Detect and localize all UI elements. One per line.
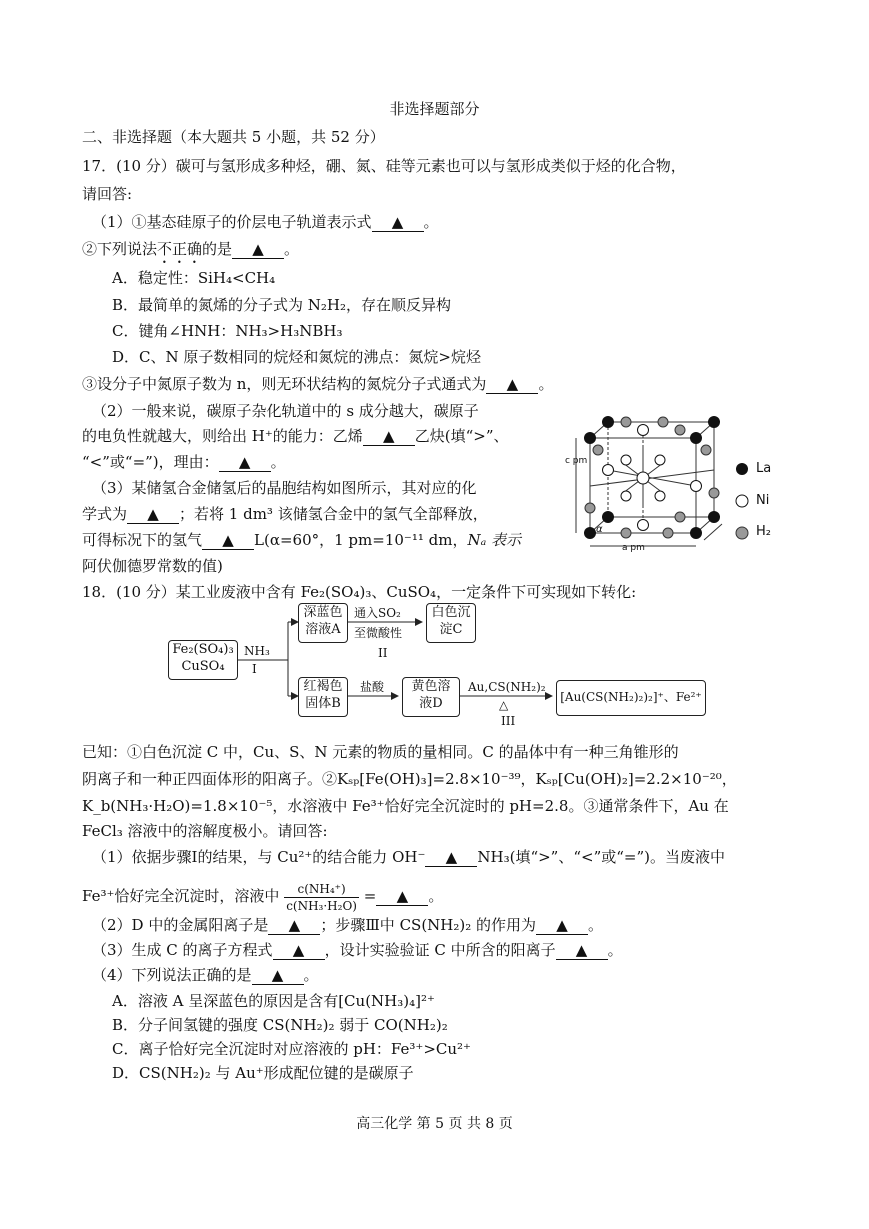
answer-blank: ▲ bbox=[425, 848, 477, 867]
q18-known-line2: 阴离子和一种正四面体形的阳离子。②Kₛₚ[Fe(OH)₃]=2.8×10⁻³⁹，Kₛₚ[Cu(OH)₂]=2.2×10⁻²⁰， bbox=[82, 770, 737, 788]
q18-known-line4: FeCl₃ 溶液中的溶解度极小。请回答: bbox=[82, 822, 328, 840]
q18-intro: 18．(10 分）某工业废液中含有 Fe₂(SO₄)₃、CuSO₄，一定条件下可实现如下转化: bbox=[82, 583, 637, 601]
legend-h2: H₂ bbox=[756, 524, 771, 539]
flow-step2-label: II bbox=[378, 646, 388, 660]
page-footer: 高三化学 第 5 页 共 8 页 bbox=[356, 1116, 513, 1132]
a-dimension-label: a pm bbox=[622, 543, 645, 553]
box-b-line2: 固体B bbox=[305, 696, 341, 711]
section-heading: 非选择题部分 bbox=[389, 100, 480, 118]
q17-part1a-text: （1）①基态硅原子的价层电子轨道表示式 bbox=[92, 213, 372, 231]
q18-part3 bbox=[92, 939, 623, 961]
q17-part1b bbox=[82, 238, 299, 267]
flow-box-a bbox=[298, 603, 348, 643]
q17-option-d: D．C、N 原子数相同的烷烃和氮烷的沸点：氮烷>烷烃 bbox=[112, 348, 481, 366]
alpha-angle-label: α bbox=[596, 524, 603, 535]
flow-heat-label: △ bbox=[499, 698, 509, 712]
q17-part3-line2 bbox=[82, 503, 488, 525]
emphasis-not-correct: 不正确 bbox=[157, 240, 203, 258]
concentration-ratio-fraction bbox=[284, 881, 359, 914]
q18-part4-text: （4）下列说法正确的是 bbox=[92, 966, 252, 984]
answer-blank: ▲ bbox=[127, 505, 179, 524]
q18-part2-text-b: ；步骤Ⅲ中 CS(NH₂)₂ 的作用为 bbox=[320, 916, 537, 934]
crystal-legend-markers bbox=[734, 461, 750, 541]
q17-option-a: A．稳定性：SiH₄<CH₄ bbox=[112, 269, 276, 287]
q18-part1-line2 bbox=[82, 876, 443, 916]
answer-blank: ▲ bbox=[268, 916, 320, 935]
answer-blank: ▲ bbox=[556, 941, 608, 960]
box-a-line2: 溶液A bbox=[305, 622, 341, 637]
q18-part3-text-a: （3）生成 C 的离子方程式 bbox=[92, 941, 273, 959]
box-d-line1: 黄色溶 bbox=[411, 679, 451, 694]
box-c-line2: 淀C bbox=[439, 622, 463, 637]
start-fe2so43: Fe₂(SO₄)₃ bbox=[172, 642, 234, 657]
answer-blank: ▲ bbox=[372, 213, 424, 232]
q18-known-line1: 已知：①白色沉淀 C 中，Cu、S、N 元素的物质的量相同。C 的晶体中有一种三角锥形的 bbox=[82, 743, 679, 761]
q17-part2-text-c: “<”或“=”)，理由： bbox=[82, 453, 219, 471]
box-b-line1: 红褐色 bbox=[303, 679, 343, 694]
period: 。 bbox=[303, 966, 319, 984]
q17-part3-text-d: L(α=60°，1 pm=10⁻¹¹ dm， bbox=[254, 531, 468, 549]
flow-step3-label: III bbox=[501, 714, 516, 728]
answer-blank: ▲ bbox=[486, 375, 538, 394]
q17-part2-text-b: 乙炔(填“>”、 bbox=[414, 427, 509, 445]
na-symbol: Nₐ 表示 bbox=[467, 531, 521, 549]
period: 。 bbox=[428, 887, 444, 905]
period: 。 bbox=[588, 916, 604, 934]
flow-product-box: [Au(CS(NH₂)₂)₂]⁺、Fe²⁺ bbox=[556, 680, 706, 716]
q17-part3-text-c: 可得标况下的氢气 bbox=[82, 531, 203, 549]
flow-box-b bbox=[298, 677, 348, 717]
answer-blank: ▲ bbox=[363, 427, 415, 446]
q18-part1-text-a: （1）依据步骤Ⅰ的结果，与 Cu²⁺的结合能力 OH⁻ bbox=[92, 848, 426, 866]
c-dimension-label: c pm bbox=[565, 456, 588, 466]
fraction-denominator: c(NH₃·H₂O) bbox=[286, 898, 357, 913]
q18-option-c: C．离子恰好完全沉淀时对应溶液的 pH：Fe³⁺>Cu²⁺ bbox=[112, 1040, 471, 1058]
flow-so2-label: 通入SO₂ bbox=[354, 606, 401, 620]
q17-part2-line3 bbox=[82, 451, 286, 473]
q17-part1b-pre: ②下列说法 bbox=[82, 240, 158, 258]
box-d-line2: 液D bbox=[419, 696, 443, 711]
q17-option-c: C．键角∠HNH：NH₃>H₃NBH₃ bbox=[112, 322, 343, 340]
flow-reagent-label: Au,CS(NH₂)₂ bbox=[468, 680, 546, 694]
answer-blank: ▲ bbox=[273, 941, 325, 960]
q18-part1-text-b: NH₃(填“>”、“<”或“=”)。当废液中 bbox=[477, 848, 726, 866]
legend-ni: Ni bbox=[756, 493, 770, 508]
answer-blank: ▲ bbox=[536, 916, 588, 935]
equals-sign: = bbox=[363, 887, 377, 905]
q17-part3-line4: 阿伏伽德罗常数的值) bbox=[82, 557, 223, 575]
box-a-line1: 深蓝色 bbox=[303, 605, 343, 620]
fraction-numerator: c(NH₄⁺) bbox=[284, 881, 359, 898]
q17-part1c bbox=[82, 373, 553, 395]
flow-nh3-label: NH₃ bbox=[244, 644, 270, 658]
q18-part3-text-b: ，设计实验验证 C 中所含的阳离子 bbox=[324, 941, 556, 959]
q18-known-line3: K_b(NH₃·H₂O)=1.8×10⁻⁵，水溶液中 Fe³⁺恰好完全沉淀时的 pH=2.8。③通常条件下，Au 在 bbox=[82, 797, 729, 815]
start-cuso4: CuSO₄ bbox=[181, 659, 225, 674]
answer-blank: ▲ bbox=[252, 966, 304, 985]
period: 。 bbox=[270, 453, 286, 471]
flow-step1-label: I bbox=[252, 662, 257, 676]
answer-blank: ▲ bbox=[202, 531, 254, 550]
answer-blank: ▲ bbox=[376, 887, 428, 906]
q17-part3-text-a: 学式为 bbox=[82, 505, 128, 523]
q17-part2-text-a: 的电负性就越大，则给出 H⁺的能力：乙烯 bbox=[82, 427, 363, 445]
q18-option-b: B．分子间氢键的强度 CS(NH₂)₂ 弱于 CO(NH₂)₂ bbox=[112, 1016, 448, 1034]
h2-marker-icon bbox=[736, 527, 748, 539]
q18-part2 bbox=[92, 914, 603, 936]
q17-intro-line2: 请回答: bbox=[82, 185, 133, 203]
q17-intro-line1: 17．(10 分）碳可与氢形成多种烃，硼、氮、硅等元素也可以与氢形成类似于烃的化合物， bbox=[82, 157, 686, 175]
q17-part3-line1: （3）某储氢合金储氢后的晶胞结构如图所示，其对应的化 bbox=[92, 479, 477, 497]
q18-option-d: D．CS(NH₂)₂ 与 Au⁺形成配位键的是碳原子 bbox=[112, 1064, 414, 1082]
flow-box-c bbox=[426, 603, 476, 643]
flow-acid-label: 至微酸性 bbox=[354, 626, 403, 640]
section-title: 二、非选择题（本大题共 5 小题，共 52 分） bbox=[82, 128, 385, 146]
crystal-cell-diagram bbox=[568, 408, 788, 558]
q18-option-a: A．溶液 A 呈深蓝色的原因是含有[Cu(NH₃)₄]²⁺ bbox=[112, 992, 435, 1010]
la-marker-icon bbox=[736, 463, 748, 475]
flow-start-box bbox=[168, 640, 238, 680]
q17-part1b-post: 的是 bbox=[202, 240, 233, 258]
ni-marker-icon bbox=[736, 495, 748, 507]
period: 。 bbox=[423, 213, 439, 231]
period: 。 bbox=[607, 941, 623, 959]
q18-part1-text-c: Fe³⁺恰好完全沉淀时，溶液中 bbox=[82, 887, 280, 905]
q18-part4 bbox=[92, 964, 319, 986]
q17-part2-line2 bbox=[82, 425, 509, 447]
q17-part1a bbox=[92, 211, 439, 233]
answer-blank: ▲ bbox=[219, 453, 271, 472]
q17-option-b: B．最简单的氮烯的分子式为 N₂H₂，存在顺反异构 bbox=[112, 296, 452, 314]
period: 。 bbox=[284, 240, 300, 258]
answer-blank: ▲ bbox=[232, 240, 284, 259]
period: 。 bbox=[538, 375, 554, 393]
q18-part1-line1 bbox=[92, 846, 725, 868]
legend-la: La bbox=[756, 461, 772, 476]
q17-part2-line1: （2）一般来说，碳原子杂化轨道中的 s 成分越大，碳原子 bbox=[92, 402, 479, 420]
q17-part3-text-b: ；若将 1 dm³ 该储氢合金中的氢气全部释放， bbox=[179, 505, 488, 523]
box-c-line1: 白色沉 bbox=[431, 605, 471, 620]
q17-part1c-text: ③设分子中氮原子数为 n，则无环状结构的氮烷分子式通式为 bbox=[82, 375, 487, 393]
q17-part3-line3 bbox=[82, 529, 521, 551]
flow-hcl-label: 盐酸 bbox=[360, 680, 385, 694]
q18-part2-text-a: （2）D 中的金属阳离子是 bbox=[92, 916, 269, 934]
flow-box-d bbox=[402, 677, 460, 717]
